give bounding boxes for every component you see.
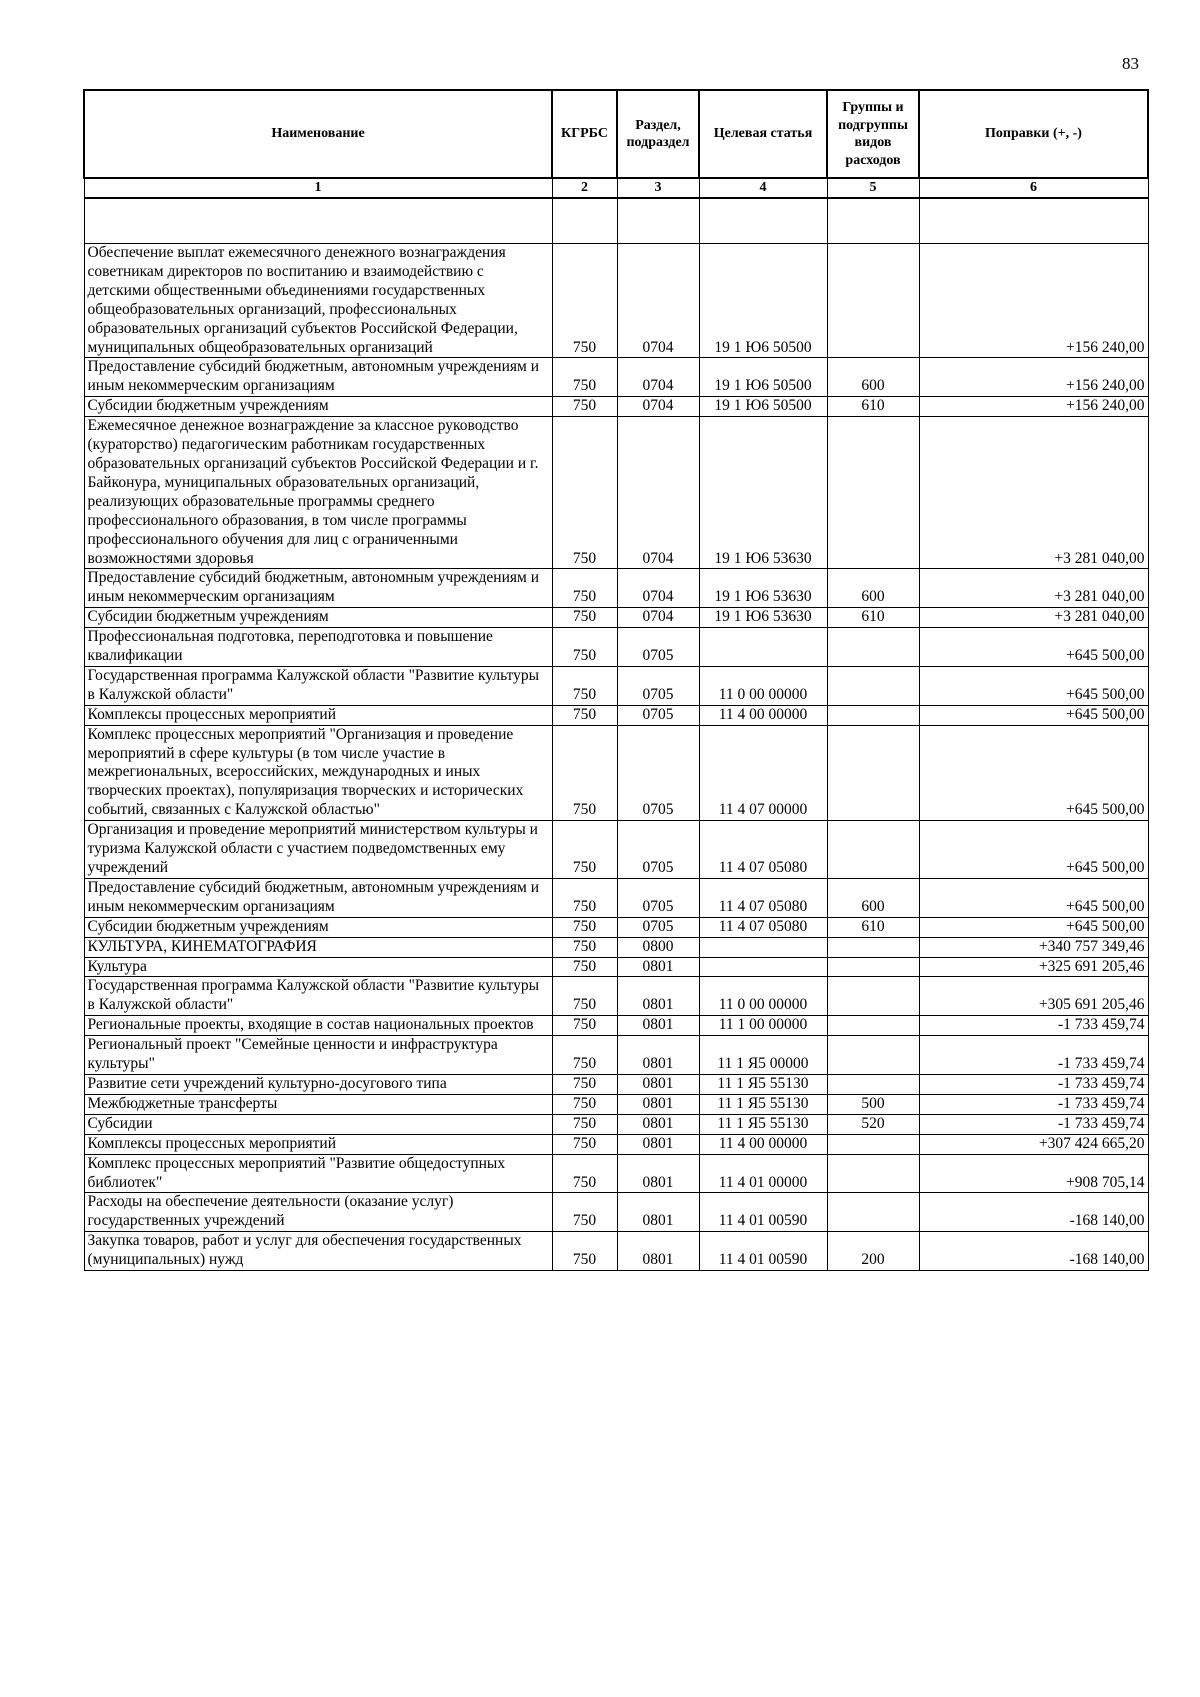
row-expense-group bbox=[827, 1074, 919, 1094]
row-section: 0704 bbox=[617, 397, 699, 417]
row-target-article: 11 0 00 00000 bbox=[699, 977, 827, 1016]
row-amendment: -1 733 459,74 bbox=[919, 1074, 1148, 1094]
row-kgrbs: 750 bbox=[552, 358, 617, 397]
row-amendment: +156 240,00 bbox=[919, 244, 1148, 358]
col-number: 2 bbox=[552, 178, 617, 198]
row-section: 0704 bbox=[617, 608, 699, 628]
row-name: Предоставление субсидий бюджетным, автономным учреждениям и иным некоммерческим организациям bbox=[84, 569, 552, 608]
row-amendment: +645 500,00 bbox=[919, 725, 1148, 821]
row-amendment: -1 733 459,74 bbox=[919, 1016, 1148, 1036]
table-row bbox=[84, 1114, 1148, 1134]
row-kgrbs: 750 bbox=[552, 1036, 617, 1075]
row-name: Региональный проект "Семейные ценности и инфраструктура культуры" bbox=[84, 1036, 552, 1075]
row-kgrbs: 750 bbox=[552, 878, 617, 917]
table-row bbox=[84, 358, 1148, 397]
row-kgrbs: 750 bbox=[552, 666, 617, 705]
row-target-article: 11 1 Я5 00000 bbox=[699, 1036, 827, 1075]
row-name: Комплексы процессных мероприятий bbox=[84, 1134, 552, 1154]
row-amendment: -168 140,00 bbox=[919, 1232, 1148, 1271]
row-amendment: +3 281 040,00 bbox=[919, 417, 1148, 569]
table-row bbox=[84, 1232, 1148, 1271]
budget-table bbox=[83, 89, 1149, 1271]
row-amendment: +340 757 349,46 bbox=[919, 937, 1148, 957]
row-kgrbs: 750 bbox=[552, 1193, 617, 1232]
table-row bbox=[84, 1074, 1148, 1094]
row-target-article: 19 1 Ю6 50500 bbox=[699, 358, 827, 397]
row-amendment: -1 733 459,74 bbox=[919, 1094, 1148, 1114]
row-target-article: 11 4 07 05080 bbox=[699, 821, 827, 879]
table-row bbox=[84, 628, 1148, 667]
col-number: 4 bbox=[699, 178, 827, 198]
table-row bbox=[84, 957, 1148, 977]
row-expense-group bbox=[827, 244, 919, 358]
row-expense-group bbox=[827, 937, 919, 957]
column-number-row bbox=[84, 178, 1148, 198]
row-target-article: 19 1 Ю6 53630 bbox=[699, 569, 827, 608]
table-row bbox=[84, 417, 1148, 569]
header-section: Раздел, подраздел bbox=[617, 90, 699, 178]
row-amendment: +3 281 040,00 bbox=[919, 569, 1148, 608]
row-kgrbs: 750 bbox=[552, 917, 617, 937]
row-amendment: +325 691 205,46 bbox=[919, 957, 1148, 977]
row-kgrbs: 750 bbox=[552, 977, 617, 1016]
row-name: Предоставление субсидий бюджетным, автономным учреждениям и иным некоммерческим организациям bbox=[84, 878, 552, 917]
row-target-article: 11 1 Я5 55130 bbox=[699, 1094, 827, 1114]
table-row bbox=[84, 1154, 1148, 1193]
row-target-article: 11 4 01 00000 bbox=[699, 1154, 827, 1193]
row-section: 0801 bbox=[617, 957, 699, 977]
row-target-article bbox=[699, 937, 827, 957]
table-row bbox=[84, 1134, 1148, 1154]
row-name: Комплекс процессных мероприятий "Развитие общедоступных библиотек" bbox=[84, 1154, 552, 1193]
row-name: Предоставление субсидий бюджетным, автономным учреждениям и иным некоммерческим организациям bbox=[84, 358, 552, 397]
row-section: 0705 bbox=[617, 628, 699, 667]
row-section: 0801 bbox=[617, 1154, 699, 1193]
row-target-article: 19 1 Ю6 50500 bbox=[699, 397, 827, 417]
row-section: 0801 bbox=[617, 977, 699, 1016]
row-section: 0705 bbox=[617, 917, 699, 937]
col-number: 1 bbox=[84, 178, 552, 198]
row-section: 0801 bbox=[617, 1016, 699, 1036]
row-kgrbs: 750 bbox=[552, 937, 617, 957]
row-section: 0704 bbox=[617, 244, 699, 358]
row-section: 0704 bbox=[617, 569, 699, 608]
table-row bbox=[84, 1016, 1148, 1036]
row-expense-group: 600 bbox=[827, 878, 919, 917]
row-amendment: +645 500,00 bbox=[919, 666, 1148, 705]
row-amendment: +645 500,00 bbox=[919, 705, 1148, 725]
row-name: Субсидии bbox=[84, 1114, 552, 1134]
row-kgrbs: 750 bbox=[552, 1114, 617, 1134]
row-kgrbs: 750 bbox=[552, 1074, 617, 1094]
row-expense-group: 600 bbox=[827, 358, 919, 397]
row-name: Развитие сети учреждений культурно-досугового типа bbox=[84, 1074, 552, 1094]
table-row bbox=[84, 937, 1148, 957]
row-name: Комплексы процессных мероприятий bbox=[84, 705, 552, 725]
row-section: 0800 bbox=[617, 937, 699, 957]
row-kgrbs: 750 bbox=[552, 1134, 617, 1154]
row-expense-group bbox=[827, 1154, 919, 1193]
row-section: 0704 bbox=[617, 358, 699, 397]
row-amendment: +307 424 665,20 bbox=[919, 1134, 1148, 1154]
row-expense-group bbox=[827, 1193, 919, 1232]
row-section: 0705 bbox=[617, 705, 699, 725]
row-name: Субсидии бюджетным учреждениям bbox=[84, 608, 552, 628]
table-row bbox=[84, 1193, 1148, 1232]
row-amendment: +3 281 040,00 bbox=[919, 608, 1148, 628]
row-expense-group: 610 bbox=[827, 917, 919, 937]
table-row bbox=[84, 608, 1148, 628]
table-row bbox=[84, 1036, 1148, 1075]
table-header-row bbox=[84, 90, 1148, 178]
row-expense-group: 520 bbox=[827, 1114, 919, 1134]
col-number: 6 bbox=[919, 178, 1148, 198]
row-name: КУЛЬТУРА, КИНЕМАТОГРАФИЯ bbox=[84, 937, 552, 957]
row-name: Региональные проекты, входящие в состав национальных проектов bbox=[84, 1016, 552, 1036]
row-target-article: 11 4 07 00000 bbox=[699, 725, 827, 821]
row-kgrbs: 750 bbox=[552, 821, 617, 879]
row-expense-group bbox=[827, 821, 919, 879]
row-target-article: 11 4 01 00590 bbox=[699, 1193, 827, 1232]
row-kgrbs: 750 bbox=[552, 569, 617, 608]
row-kgrbs: 750 bbox=[552, 1232, 617, 1271]
row-expense-group bbox=[827, 1036, 919, 1075]
row-target-article: 11 4 00 00000 bbox=[699, 1134, 827, 1154]
row-amendment: +156 240,00 bbox=[919, 358, 1148, 397]
table-row bbox=[84, 666, 1148, 705]
row-expense-group bbox=[827, 977, 919, 1016]
row-expense-group: 200 bbox=[827, 1232, 919, 1271]
row-target-article bbox=[699, 628, 827, 667]
header-groups: Группы и подгруппы видов расходов bbox=[827, 90, 919, 178]
row-expense-group bbox=[827, 725, 919, 821]
row-section: 0801 bbox=[617, 1074, 699, 1094]
row-target-article: 11 1 00 00000 bbox=[699, 1016, 827, 1036]
row-amendment: +645 500,00 bbox=[919, 821, 1148, 879]
table-row bbox=[84, 244, 1148, 358]
header-target: Целевая статья bbox=[699, 90, 827, 178]
row-kgrbs: 750 bbox=[552, 628, 617, 667]
row-kgrbs: 750 bbox=[552, 1016, 617, 1036]
row-target-article: 11 0 00 00000 bbox=[699, 666, 827, 705]
row-section: 0801 bbox=[617, 1114, 699, 1134]
row-amendment: +305 691 205,46 bbox=[919, 977, 1148, 1016]
row-name: Культура bbox=[84, 957, 552, 977]
row-expense-group bbox=[827, 1016, 919, 1036]
row-section: 0801 bbox=[617, 1134, 699, 1154]
header-name: Наименование bbox=[84, 90, 552, 178]
row-expense-group bbox=[827, 417, 919, 569]
table-row bbox=[84, 725, 1148, 821]
table-row bbox=[84, 705, 1148, 725]
row-section: 0801 bbox=[617, 1193, 699, 1232]
row-expense-group: 600 bbox=[827, 569, 919, 608]
row-name: Организация и проведение мероприятий министерством культуры и туризма Калужской области с участием подведомственных ему учреждений bbox=[84, 821, 552, 879]
row-kgrbs: 750 bbox=[552, 417, 617, 569]
row-amendment: +645 500,00 bbox=[919, 878, 1148, 917]
row-section: 0705 bbox=[617, 878, 699, 917]
row-section: 0705 bbox=[617, 666, 699, 705]
row-expense-group: 610 bbox=[827, 397, 919, 417]
row-target-article: 11 4 00 00000 bbox=[699, 705, 827, 725]
row-amendment: +908 705,14 bbox=[919, 1154, 1148, 1193]
row-section: 0705 bbox=[617, 821, 699, 879]
table-row bbox=[84, 569, 1148, 608]
row-section: 0801 bbox=[617, 1094, 699, 1114]
row-expense-group bbox=[827, 957, 919, 977]
row-target-article: 11 4 01 00590 bbox=[699, 1232, 827, 1271]
row-name: Субсидии бюджетным учреждениям bbox=[84, 917, 552, 937]
row-name: Субсидии бюджетным учреждениям bbox=[84, 397, 552, 417]
row-expense-group: 500 bbox=[827, 1094, 919, 1114]
row-name: Ежемесячное денежное вознаграждение за классное руководство (кураторство) педагогическим работникам государственных образовательных организаций субъектов Российской Федерации и г. Байконура, муниципальных образовательных организаций, реализующих образовательные программы среднего профессионального образования, в том числе программы профессионального обучения для лиц с ограниченными возможностями здоровья bbox=[84, 417, 552, 569]
row-target-article: 19 1 Ю6 50500 bbox=[699, 244, 827, 358]
row-expense-group: 610 bbox=[827, 608, 919, 628]
row-target-article: 11 4 07 05080 bbox=[699, 878, 827, 917]
row-expense-group bbox=[827, 628, 919, 667]
row-name: Закупка товаров, работ и услуг для обеспечения государственных (муниципальных) нужд bbox=[84, 1232, 552, 1271]
row-target-article bbox=[699, 957, 827, 977]
table-row bbox=[84, 821, 1148, 879]
row-section: 0704 bbox=[617, 417, 699, 569]
table-row bbox=[84, 977, 1148, 1016]
row-section: 0705 bbox=[617, 725, 699, 821]
row-expense-group bbox=[827, 666, 919, 705]
row-kgrbs: 750 bbox=[552, 1094, 617, 1114]
row-name: Обеспечение выплат ежемесячного денежного вознаграждения советникам директоров по воспитанию и взаимодействию с детскими общественными объединениями государственных общеобразовательных организаций, профессиональных образовательных организаций субъектов Российской Федерации, муниципальных общеобразовательных организаций bbox=[84, 244, 552, 358]
row-kgrbs: 750 bbox=[552, 608, 617, 628]
row-kgrbs: 750 bbox=[552, 705, 617, 725]
table-row bbox=[84, 1094, 1148, 1114]
col-number: 5 bbox=[827, 178, 919, 198]
row-kgrbs: 750 bbox=[552, 244, 617, 358]
row-name: Межбюджетные трансферты bbox=[84, 1094, 552, 1114]
row-target-article: 11 1 Я5 55130 bbox=[699, 1114, 827, 1134]
row-name: Расходы на обеспечение деятельности (оказание услуг) государственных учреждений bbox=[84, 1193, 552, 1232]
table-row bbox=[84, 878, 1148, 917]
row-kgrbs: 750 bbox=[552, 725, 617, 821]
row-expense-group bbox=[827, 1134, 919, 1154]
row-name: Государственная программа Калужской области "Развитие культуры в Калужской области" bbox=[84, 666, 552, 705]
col-number: 3 bbox=[617, 178, 699, 198]
row-section: 0801 bbox=[617, 1036, 699, 1075]
row-name: Профессиональная подготовка, переподготовка и повышение квалификации bbox=[84, 628, 552, 667]
table-row bbox=[84, 397, 1148, 417]
blank-row bbox=[84, 198, 1148, 244]
row-target-article: 11 1 Я5 55130 bbox=[699, 1074, 827, 1094]
header-amendments: Поправки (+, -) bbox=[919, 90, 1148, 178]
row-target-article: 19 1 Ю6 53630 bbox=[699, 417, 827, 569]
row-amendment: +156 240,00 bbox=[919, 397, 1148, 417]
row-expense-group bbox=[827, 705, 919, 725]
row-target-article: 19 1 Ю6 53630 bbox=[699, 608, 827, 628]
row-amendment: +645 500,00 bbox=[919, 628, 1148, 667]
row-name: Комплекс процессных мероприятий "Организация и проведение мероприятий в сфере культуры (в том числе участие в межрегиональных, всероссийских, международных и иных творческих проектах), популяризация творческих и исторических событий, связанных с Калужской областью" bbox=[84, 725, 552, 821]
row-kgrbs: 750 bbox=[552, 957, 617, 977]
row-amendment: -1 733 459,74 bbox=[919, 1114, 1148, 1134]
row-kgrbs: 750 bbox=[552, 1154, 617, 1193]
row-amendment: -168 140,00 bbox=[919, 1193, 1148, 1232]
table-row bbox=[84, 917, 1148, 937]
row-amendment: -1 733 459,74 bbox=[919, 1036, 1148, 1075]
header-kgrbs: КГРБС bbox=[552, 90, 617, 178]
row-kgrbs: 750 bbox=[552, 397, 617, 417]
row-section: 0801 bbox=[617, 1232, 699, 1271]
row-target-article: 11 4 07 05080 bbox=[699, 917, 827, 937]
row-name: Государственная программа Калужской области "Развитие культуры в Калужской области" bbox=[84, 977, 552, 1016]
row-amendment: +645 500,00 bbox=[919, 917, 1148, 937]
table-body bbox=[84, 198, 1148, 1271]
page-number: 83 bbox=[1122, 54, 1139, 73]
